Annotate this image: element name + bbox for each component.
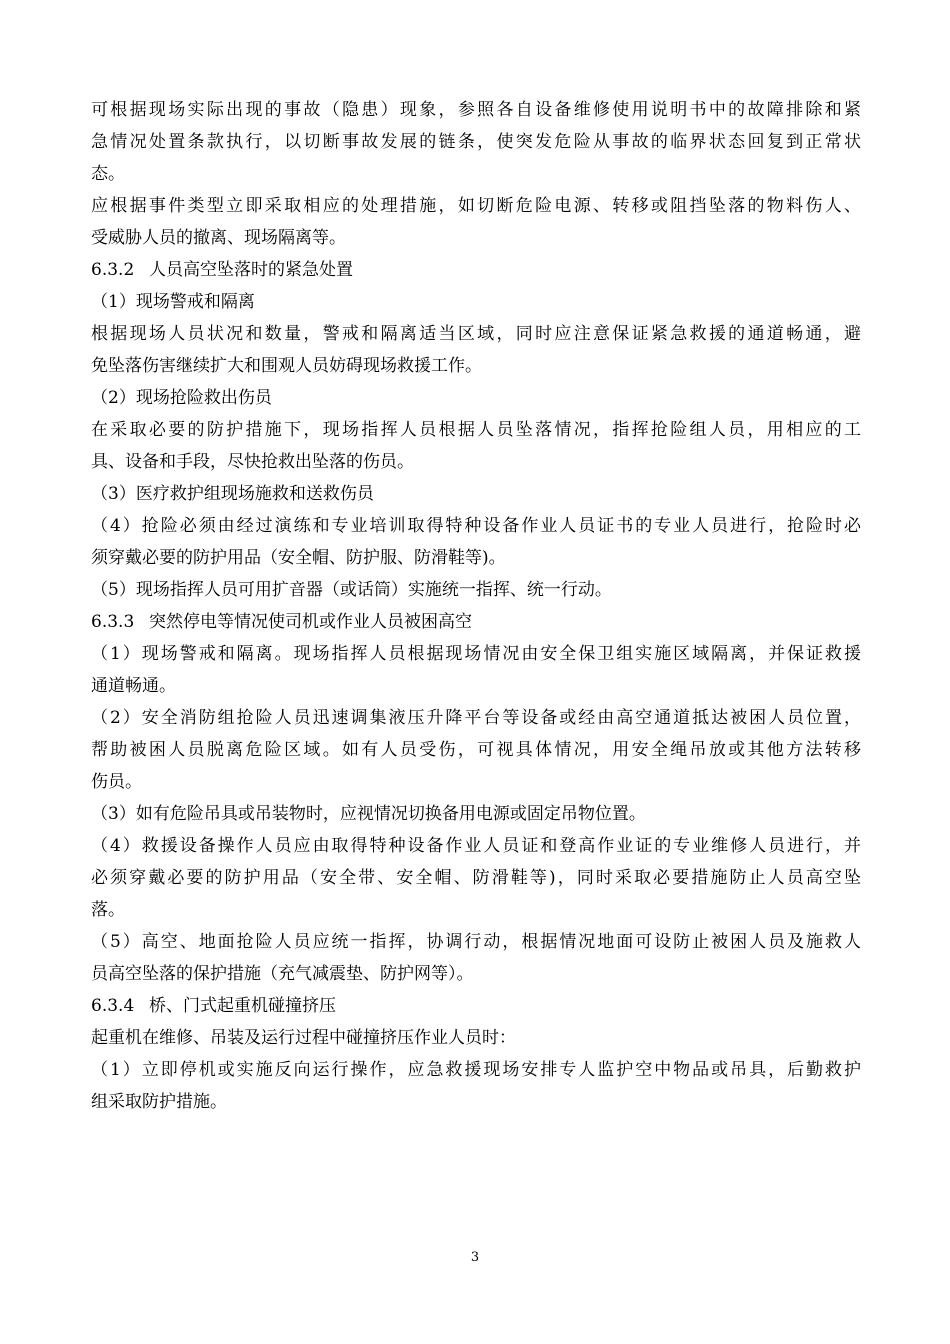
section-title: 人员高空坠落时的紧急处置 [149, 260, 353, 280]
paragraph-line: 在采取必要的防护措施下，现场指挥人员根据人员坠落情况，指挥抢险组人员，用相应的工 [91, 420, 861, 440]
paragraph-line: （4）救援设备操作人员应由取得特种设备作业人员证和登高作业证的专业维修人员进行，并 [91, 836, 861, 856]
section-number: 6.3.3 [91, 612, 135, 632]
paragraph-line: 组采取防护措施。 [91, 1092, 227, 1112]
paragraph-line: 须穿戴必要的防护用品（安全帽、防护服、防滑鞋等)。 [91, 548, 506, 568]
paragraph-line: 帮助被困人员脱离危险区域。如有人员受伤，可视具体情况，用安全绳吊放或其他方法转移 [91, 740, 861, 760]
section-title: 突然停电等情况使司机或作业人员被困高空 [149, 612, 472, 632]
paragraph-line: 态。 [91, 164, 125, 184]
section-heading-6-3-2 [91, 254, 861, 286]
paragraph-line: 具、设备和手段，尽快抢救出坠落的伤员。 [91, 452, 414, 472]
paragraph-line: 免坠落伤害继续扩大和围观人员妨碍现场救援工作。 [91, 356, 482, 376]
page-number: 3 [470, 1250, 480, 1265]
paragraph-line: （5）高空、地面抢险人员应统一指挥，协调行动，根据情况地面可设防止被困人员及施救人 [91, 932, 861, 952]
paragraph-line: （4）抢险必须由经过演练和专业培训取得特种设备作业人员证书的专业人员进行，抢险时必 [91, 516, 861, 536]
paragraph-line: 落。 [91, 900, 125, 920]
section-number: 6.3.4 [91, 996, 135, 1016]
subheading: （3）如有危险吊具或吊装物时，应视情况切换备用电源或固定吊物位置。 [91, 804, 646, 824]
section-title: 桥、门式起重机碰撞挤压 [149, 996, 336, 1016]
subheading: （3）医疗救护组现场施救和送救伤员 [91, 484, 374, 504]
section-heading-6-3-4 [91, 990, 861, 1022]
subheading: （5）现场指挥人员可用扩音器（或话筒）实施统一指挥、统一行动。 [91, 580, 612, 600]
subheading: （2）现场抢险救出伤员 [91, 388, 272, 408]
paragraph-line: （2）安全消防组抢险人员迅速调集液压升降平台等设备或经由高空通道抵达被困人员位置， [91, 708, 861, 728]
paragraph-line: 受威胁人员的撤离、现场隔离等。 [91, 228, 346, 248]
paragraph-line: 通道畅通。 [91, 676, 176, 696]
subheading: 起重机在维修、吊装及运行过程中碰撞挤压作业人员时： [91, 1028, 516, 1048]
paragraph-line: 应根据事件类型立即采取相应的处理措施，如切断危险电源、转移或阻挡坠落的物料伤人、 [91, 196, 861, 216]
subheading: （1）现场警戒和隔离 [91, 292, 255, 312]
section-number: 6.3.2 [91, 260, 135, 280]
paragraph-line: 员高空坠落的保护措施（充气减震垫、防护网等）。 [91, 964, 474, 984]
paragraph-line: （1）现场警戒和隔离。现场指挥人员根据现场情况由安全保卫组实施区域隔离，并保证救援 [91, 644, 861, 664]
paragraph-line: 根据现场人员状况和数量，警戒和隔离适当区域，同时应注意保证紧急救援的通道畅通，避 [91, 324, 861, 344]
section-heading-6-3-3 [91, 606, 861, 638]
paragraph-line: 可根据现场实际出现的事故（隐患）现象，参照各自设备维修使用说明书中的故障排除和紧 [91, 100, 861, 120]
paragraph-line: 必须穿戴必要的防护用品（安全带、安全帽、防滑鞋等)，同时采取必要措施防止人员高空坠 [91, 868, 861, 888]
paragraph-line: 急情况处置条款执行，以切断事故发展的链条，使突发危险从事故的临界状态回复到正常状 [91, 132, 861, 152]
document-body [91, 94, 861, 1118]
paragraph-line: 伤员。 [91, 772, 142, 792]
paragraph-line: （1）立即停机或实施反向运行操作，应急救援现场安排专人监护空中物品或吊具，后勤救护 [91, 1060, 861, 1080]
